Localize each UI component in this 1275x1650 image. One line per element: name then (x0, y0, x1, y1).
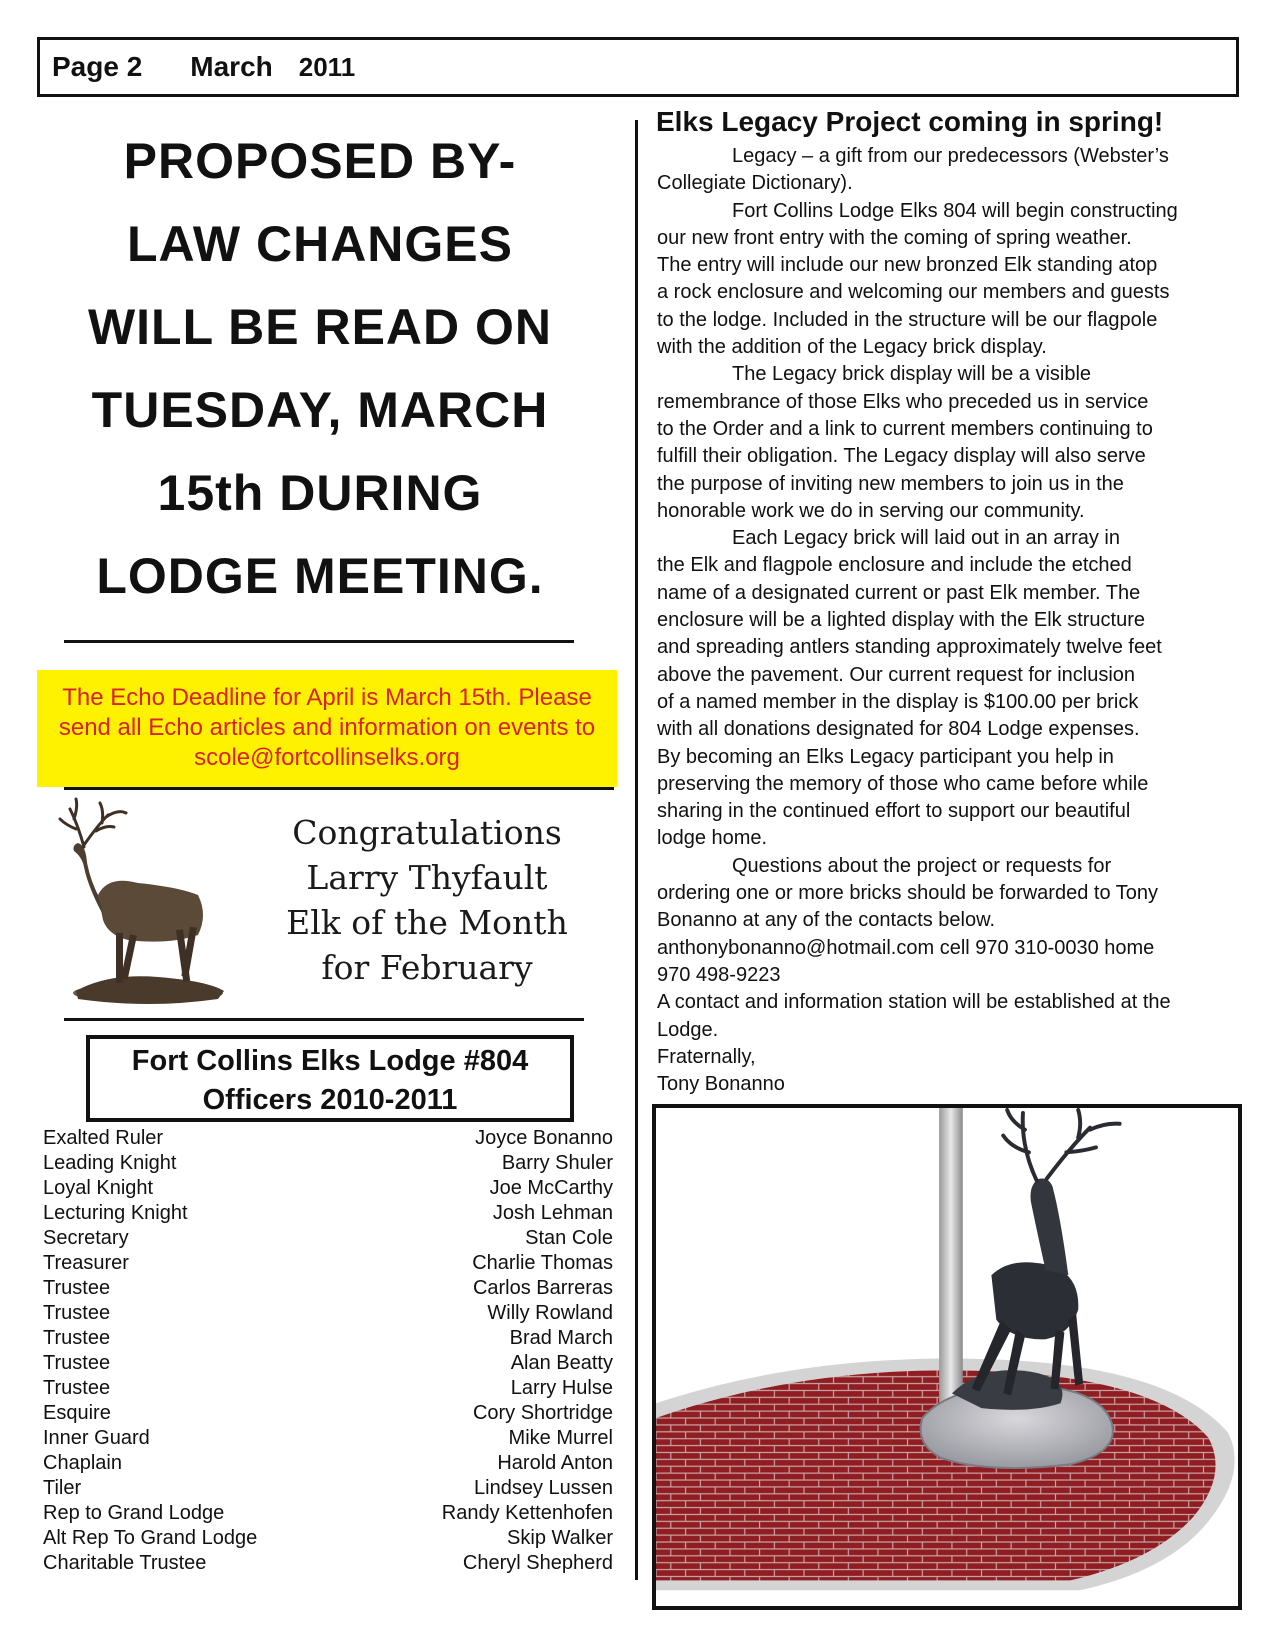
officer-name: Joyce Bonanno (475, 1127, 613, 1149)
officer-name: Josh Lehman (492, 1202, 613, 1224)
article-line: and spreading antlers standing approximately twelve feet (657, 636, 1162, 659)
officer-name: Carlos Barreras (472, 1277, 613, 1299)
officer-name: Barry Shuler (501, 1152, 613, 1174)
officers-title: Fort Collins Elks Lodge #804 (131, 1045, 529, 1077)
article-line: with the addition of the Legacy brick display. (657, 336, 1047, 359)
congrats-line: for February (321, 948, 533, 987)
officer-name: Randy Kettenhofen (441, 1502, 613, 1524)
officer-row (43, 1551, 613, 1576)
article-line: with all donations designated for 804 Lodge expenses. (657, 718, 1140, 741)
officer-role: Trustee (43, 1327, 111, 1349)
article-line: name of a designated current or past Elk member. The (657, 581, 1141, 604)
officer-row (43, 1401, 613, 1426)
issue-year: 2011 (298, 51, 356, 82)
deadline-line: send all Echo articles and information on events to (58, 714, 596, 741)
officer-role: Leading Knight (43, 1152, 177, 1174)
bylaw-notice-line: TUESDAY, MARCH (91, 382, 549, 438)
officer-row (43, 1376, 613, 1401)
bylaw-notice-line: LAW CHANGES (127, 216, 513, 272)
article-line: our new front entry with the coming of spring weather. (657, 226, 1132, 249)
bylaw-notice-line: PROPOSED BY- (123, 133, 517, 189)
article-line: By becoming an Elks Legacy participant you help in (657, 745, 1114, 768)
officer-role: Exalted Ruler (43, 1127, 164, 1149)
officer-role: Loyal Knight (43, 1177, 154, 1199)
officer-role: Alt Rep To Grand Lodge (43, 1527, 258, 1549)
article-line: A contact and information station will be established at the (657, 991, 1171, 1014)
officer-row (43, 1201, 613, 1226)
article-line: Lodge. (657, 1018, 719, 1041)
officer-row (43, 1526, 613, 1551)
divider (64, 640, 574, 643)
officer-role: Secretary (43, 1227, 129, 1249)
article-line: The entry will include our new bronzed Elk standing atop (657, 254, 1158, 277)
article-body (657, 143, 1242, 1098)
officer-row (43, 1451, 613, 1476)
officer-name: Charlie Thomas (472, 1252, 613, 1274)
officer-row (43, 1226, 613, 1251)
officer-row (43, 1326, 613, 1351)
officer-row (43, 1151, 613, 1176)
issue-month: March (190, 51, 273, 82)
article-line: the Elk and flagpole enclosure and include the etched (657, 554, 1132, 577)
elk-of-month (272, 810, 582, 990)
officer-role: Trustee (43, 1352, 111, 1374)
officer-role: Trustee (43, 1377, 111, 1399)
column-divider (635, 120, 638, 1580)
article-line: fulfill their obligation. The Legacy display will also serve (657, 445, 1146, 468)
article-line: sharing in the continued effort to support our beautiful (657, 800, 1131, 823)
officer-name: Alan Beatty (510, 1352, 613, 1374)
officer-role: Trustee (43, 1302, 111, 1324)
officer-row (43, 1501, 613, 1526)
officer-role: Esquire (43, 1402, 111, 1424)
echo-deadline-box (37, 670, 617, 787)
officer-name: Skip Walker (507, 1527, 613, 1549)
officer-role: Chaplain (43, 1452, 122, 1474)
deadline-email-link[interactable]: scole@fortcollinselks.org (194, 744, 460, 771)
officer-name: Cory Shortridge (472, 1402, 613, 1424)
congrats-line: Congratulations (292, 813, 562, 852)
article-line: Questions about the project or requests for (732, 854, 1112, 877)
legacy-display-rendering (652, 1104, 1242, 1610)
officer-name: Stan Cole (525, 1227, 613, 1249)
article-line: a rock enclosure and welcoming our members and guests (657, 281, 1170, 304)
page-number: Page 2 (52, 51, 143, 82)
article-line: Collegiate Dictionary). (657, 172, 853, 195)
article-line: honorable work we do in serving our community. (657, 499, 1085, 522)
divider (64, 787, 614, 790)
divider (64, 1018, 584, 1021)
officer-role: Tiler (43, 1477, 82, 1499)
officer-row (43, 1276, 613, 1301)
article-line: of a named member in the display is $100.00 per brick (657, 690, 1139, 713)
article-line: anthonybonanno@hotmail.com cell 970 310-0030 home (657, 936, 1155, 959)
article-line: the purpose of inviting new members to join us in the (657, 472, 1124, 495)
officer-row (43, 1126, 613, 1151)
bylaw-notice-line: 15th DURING (157, 465, 483, 521)
article-line: Fraternally, (657, 1045, 756, 1068)
article-line: 970 498-9223 (657, 963, 781, 986)
article-line: Fort Collins Lodge Elks 804 will begin constructing (732, 199, 1178, 222)
bylaw-notice-line: LODGE MEETING. (96, 548, 544, 604)
article-line: lodge home. (657, 827, 768, 850)
article-line: to the lodge. Included in the structure will be our flagpole (657, 308, 1158, 331)
officer-role: Inner Guard (43, 1427, 150, 1449)
officer-name: Brad March (509, 1327, 613, 1349)
congrats-line: Larry Thyfault (306, 858, 548, 897)
article-line: ordering one or more bricks should be forwarded to Tony (657, 882, 1159, 905)
article-line: Legacy – a gift from our predecessors (Webster’s (732, 145, 1169, 167)
article-line: remembrance of those Elks who preceded us in service (657, 390, 1149, 413)
officer-name: Joe McCarthy (489, 1177, 613, 1199)
article-line: to the Order and a link to current members continuing to (657, 417, 1153, 440)
article-line: above the pavement. Our current request for inclusion (657, 663, 1136, 686)
article-title: Elks Legacy Project coming in spring! (656, 106, 1164, 137)
article-line: Each Legacy brick will laid out in an array in (732, 527, 1120, 550)
officers-list (43, 1126, 613, 1576)
officers-subtitle: Officers 2010-2011 (202, 1084, 458, 1116)
article-line: enclosure will be a lighted display with the Elk structure (657, 609, 1146, 632)
article-line: Bonanno at any of the contacts below. (657, 909, 996, 932)
officer-role: Rep to Grand Lodge (43, 1502, 225, 1524)
article-line: The Legacy brick display will be a visible (732, 363, 1092, 386)
page-header (37, 37, 1239, 97)
congrats-line: Elk of the Month (286, 903, 568, 942)
officer-name: Larry Hulse (510, 1377, 613, 1399)
officer-row (43, 1476, 613, 1501)
officer-row (43, 1251, 613, 1276)
officer-row (43, 1351, 613, 1376)
officer-name: Mike Murrel (508, 1427, 613, 1449)
article-line: Tony Bonanno (657, 1073, 785, 1096)
officer-role: Charitable Trustee (43, 1552, 207, 1574)
officer-role: Treasurer (43, 1252, 129, 1274)
officer-name: Harold Anton (497, 1452, 613, 1474)
officer-role: Lecturing Knight (43, 1202, 188, 1224)
officer-name: Cheryl Shepherd (462, 1552, 613, 1574)
officer-row (43, 1301, 613, 1326)
elk-statue-image (48, 795, 228, 1015)
officer-name: Willy Rowland (487, 1302, 613, 1324)
officer-row (43, 1426, 613, 1451)
officer-role: Trustee (43, 1277, 111, 1299)
officer-row (43, 1176, 613, 1201)
officer-name: Lindsey Lussen (474, 1477, 613, 1499)
deadline-line: The Echo Deadline for April is March 15th. Please (62, 684, 592, 711)
bylaw-notice-line: WILL BE READ ON (87, 299, 553, 355)
bylaw-notice (50, 120, 590, 618)
article-line: preserving the memory of those who came before while (657, 772, 1149, 795)
officers-title-box (86, 1035, 574, 1122)
